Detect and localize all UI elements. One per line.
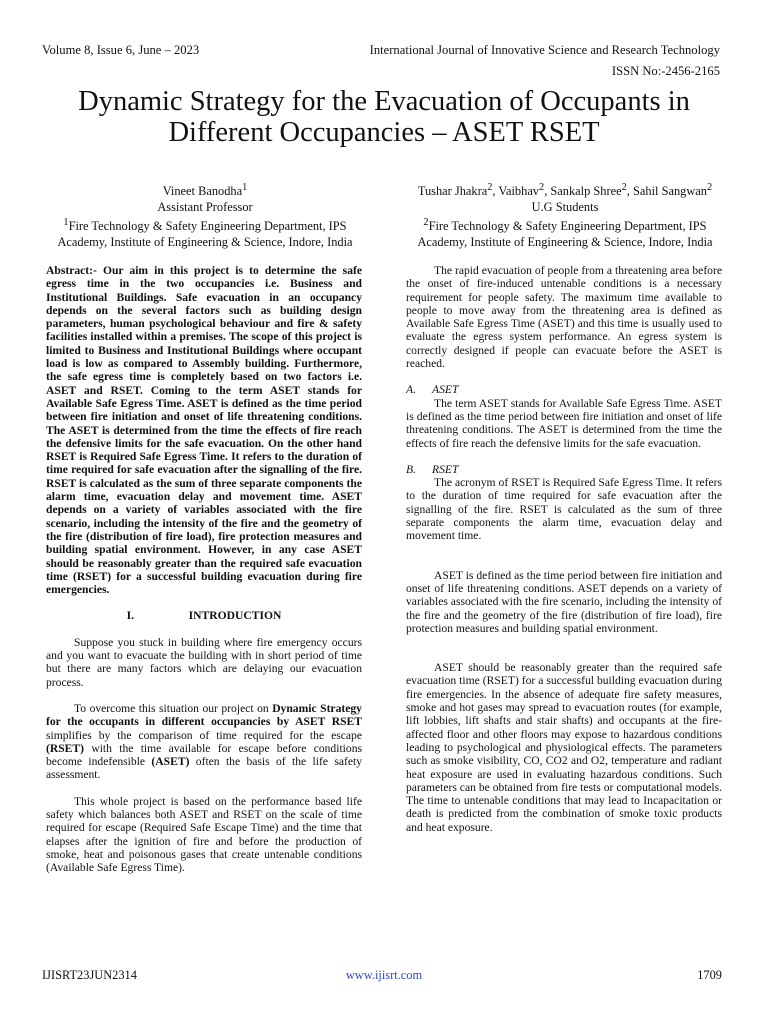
paper-id: IJISRT23JUN2314 <box>42 968 137 982</box>
journal-name: International Journal of Innovative Science and Research Technology <box>369 43 720 57</box>
subsection-number: A. <box>406 383 416 397</box>
page-number: 1709 <box>697 968 722 982</box>
intro-paragraph-1: Suppose you stuck in building where fire emergency occurs and you want to evacuate the building with in short period of time but there are many factors which are delaying our evacuation process. <box>46 635 362 689</box>
affiliation-line-2: Academy, Institute of Engineering & Science, Indore, India <box>57 235 353 250</box>
affiliation-line-1: Fire Technology & Safety Engineering Department, IPS <box>428 219 707 234</box>
affiliation-superscript: 1 <box>63 217 69 229</box>
author-role: Assistant Professor <box>157 199 253 214</box>
author-role: U.G Students <box>531 199 599 214</box>
bold-text-run: (ASET) <box>151 755 190 769</box>
text-run: with the time available for escape before conditions become indefensible <box>46 741 362 769</box>
author-block-left <box>40 180 370 251</box>
title-line-2: Different Occupancies – ASET RSET <box>168 117 600 148</box>
subsection-title: RSET <box>432 462 459 476</box>
text-run: often the basis of the life safety assessment. <box>46 755 362 782</box>
intro-paragraph-3: This whole project is based on the performance based life safety which balances both ASET and RSET on the scale of time required for escape (Required Safe Escape Time) and the time that elapses after the ignition of fire and before the production of smoke, heat and poisonous gases that create untenable conditions (Available Safe Egress Time). <box>46 794 362 875</box>
author-name: Vaibhav <box>498 184 540 199</box>
right-column <box>406 264 722 834</box>
section-title: INTRODUCTION <box>188 609 282 623</box>
aset-paragraph: The term ASET stands for Available Safe Egress Time. ASET is defined as the time period between fire initiation and onset of life threatening conditions. The ASET is determined from the time the effects of fire reach the defensive limits for the safe evacuation. <box>406 396 722 450</box>
author-superscript: 2 <box>487 182 493 193</box>
title-line-1: Dynamic Strategy for the Evacuation of Occupants in <box>78 86 690 117</box>
text-run: simplifies by the comparison of time required for the escape <box>46 728 362 742</box>
abstract-text: Abstract:- Our aim in this project is to determine the safe egress time in the two occupancies i.e. Business and Institutional Buildings. Safe evacuation in an occupancy depends on the several factors such as building design parameters, human psychological behaviour and fire & safety facilities installed within a premises. The scope of this project is limited to Business and Institutional Buildings where occupant load is low as compared to Assembly building. Furthermore, the safe egress time is completely based on two factors i.e. ASET and RSET. Coming to the term ASET stands for Available Safe Egress Time. ASET is defined as the time period between fire initiation and onset of life threatening conditions. The ASET is determined from the time the effects of fire reach the defensive limits for the safe evacuation. On the other hand RSET is Required Safe Egress Time. It refers to the duration of time required for safe evacuation after the signalling of the fire. RSET is calculated as the sum of three separate components the alarm time, evacuation delay and movement time. ASET depends on a variety of variables associated with the fire scenario, including the intensity of the fire and the geometry of the fire (distribution of fire load), fire protection measures and building spatial environment. However, in any case ASET should be reasonably greater than the required safe evacuation time (RSET) for a successful building evacuation during fire emergencies. <box>46 264 362 597</box>
bold-text-run: (RSET) <box>46 741 85 755</box>
section-number: I. <box>126 609 135 623</box>
author-block-right <box>398 180 732 251</box>
subsection-heading-rset <box>406 463 722 476</box>
bold-text-run: Dynamic Strategy for the occupants in different occupancies by ASET RSET <box>46 701 362 729</box>
author-superscript: 2 <box>707 182 713 193</box>
author-name: Vineet Banodha <box>162 184 243 199</box>
rset-paragraph: The acronym of RSET is Required Safe Egress Time. It refers to the duration of time required for safe evacuation after the signalling of the fire. RSET is calculated as the sum of three separate components the alarm time, evacuation delay and movement time. <box>406 476 722 543</box>
author-name: Sahil Sangwan <box>633 184 707 199</box>
section-heading-introduction <box>46 609 362 622</box>
affiliation-line-1: Fire Technology & Safety Engineering Department, IPS <box>68 219 347 234</box>
body-paragraph-1: The rapid evacuation of people from a threatening area before the onset of fire-induced untenable conditions is a necessary requirement for people safety. The maximum time available to people to move away from the threatening area is defined as Available Safe Egress Time (ASET) and this time is usually used to evaluate the egress system performance. An egress system is correctly designed if people can evacuate before the ASET is reached. <box>406 264 722 371</box>
author-name: Sankalp Shree <box>550 184 622 199</box>
subsection-number: B. <box>406 462 416 476</box>
volume-info: Volume 8, Issue 6, June – 2023 <box>42 43 200 57</box>
author-superscript: 2 <box>621 182 627 193</box>
author-names: Tushar Jhakra$^2$, Vaibhav$^2$, Sankalp Shree$^2$, Sahil Sangwan$^2$ <box>417 182 713 199</box>
issn-number: ISSN No:-2456-2165 <box>611 64 720 78</box>
journal-website-link[interactable]: www.ijisrt.com <box>345 968 423 982</box>
paper-title <box>30 86 738 148</box>
subsection-heading-aset <box>406 383 722 396</box>
left-column <box>46 264 362 874</box>
affiliation-superscript: 2 <box>423 217 429 229</box>
author-superscript: 2 <box>539 182 545 193</box>
aset-rset-comparison-paragraph: ASET should be reasonably greater than the required safe evacuation time (RSET) for a successful building evacuation during fire emergencies. In the absence of adequate fire safety measures, smoke and hot gases may spread to evacuation routes (for example, lift lobbies, lift shafts and stair shafts) and occupants at the fire-affected floor and other floors may expose to hazardous conditions leading to psychological and physiological effects. The parameters such as smoke visibility, CO, CO2 and O2, temperature and radiant heat exposure are used in evaluating hazardous conditions. Such parameters can be obtained from fire tests or computational models. The time to untenable conditions that may lead to Incapacitation or death is predicted from the combination of smoke toxic products and heat exposure. <box>406 661 722 834</box>
author-superscript: 1 <box>242 182 248 193</box>
intro-paragraph-2 <box>46 702 362 782</box>
text-run: To overcome this situation our project on <box>74 701 273 715</box>
affiliation-line-2: Academy, Institute of Engineering & Science, Indore, India <box>417 235 713 250</box>
aset-definition-paragraph: ASET is defined as the time period between fire initiation and onset of life threatening conditions. ASET depends on a variety of variables associated with the fire scenario, including the intensity of the fire and the geometry of the fire (distribution of fire load), fire protection measures and building spatial environment. <box>406 568 722 635</box>
subsection-title: ASET <box>432 383 459 397</box>
author-name: Tushar Jhakra <box>417 184 488 199</box>
